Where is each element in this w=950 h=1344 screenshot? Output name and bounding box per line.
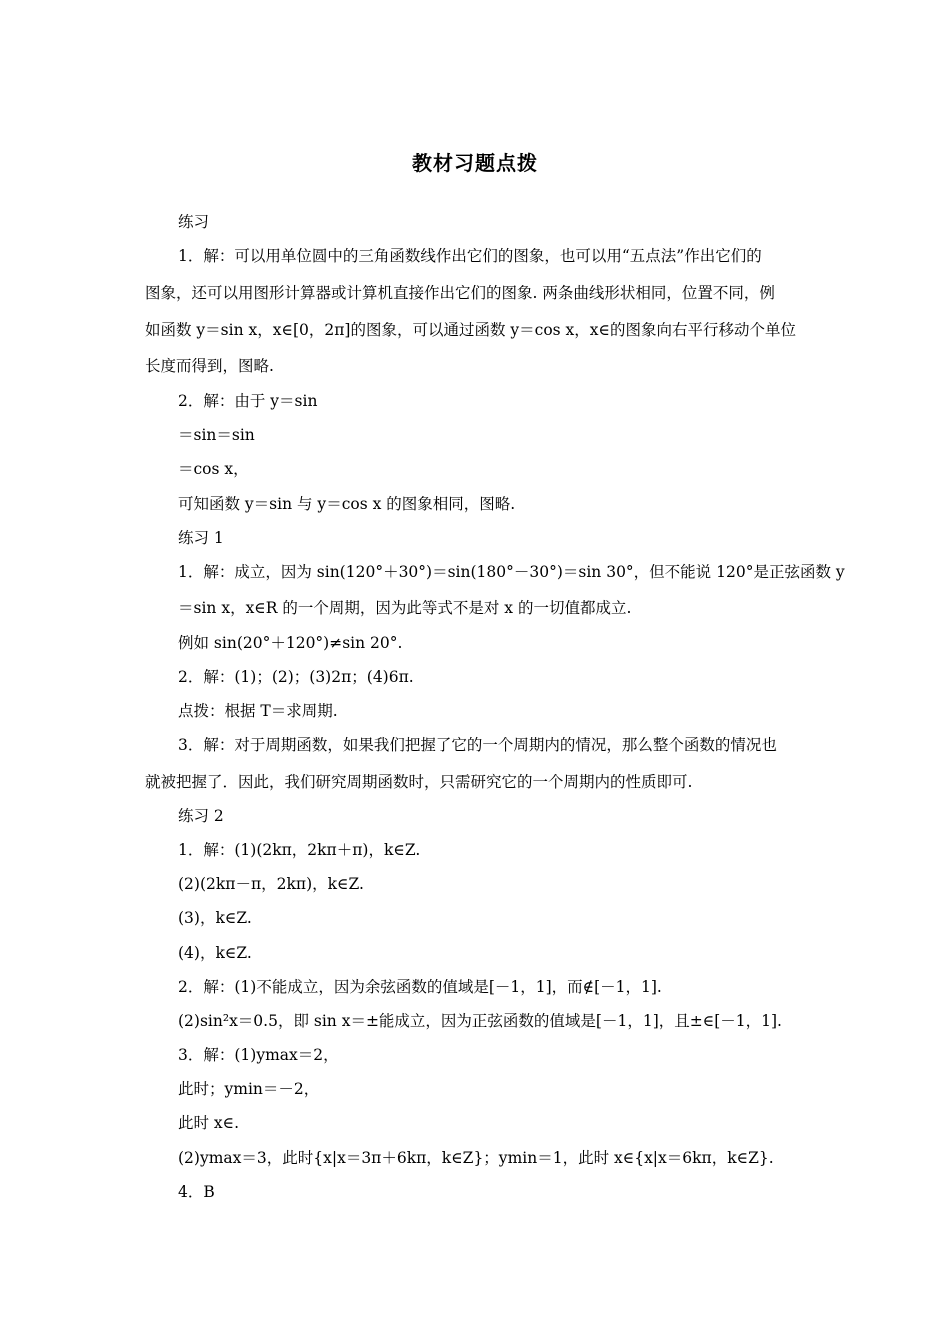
text-line: 4．B (178, 1183, 215, 1201)
page-title: 教材习题点拨 (412, 151, 538, 175)
text-line: 练习 (178, 213, 210, 231)
text-line: 2．解：(1)不能成立，因为余弦函数的值域是[－1，1]，而∉[－1，1]. (178, 978, 662, 996)
text-line: 1．解：可以用单位圆中的三角函数线作出它们的图象，也可以用“五点法”作出它们的 (178, 247, 762, 265)
text-line: 如函数 y＝sin x，x∈[0，2π]的图象，可以通过函数 y＝cos x，x∈的图象向右平行移动个单位 (145, 321, 797, 339)
text-line: ＝cos x， (178, 460, 249, 478)
text-line: 练习 2 (178, 807, 224, 825)
text-line: 练习 1 (178, 529, 224, 547)
text-line: 长度而得到，图略. (145, 357, 274, 375)
text-line: ＝sin x，x∈R 的一个周期，因为此等式不是对 x 的一切值都成立. (178, 599, 632, 617)
text-line: 2．解：由于 y＝sin (178, 392, 318, 410)
text-line: 就被把握了．因此，我们研究周期函数时，只需研究它的一个周期内的性质即可. (145, 773, 693, 791)
text-line: ＝sin＝sin (178, 426, 255, 444)
text-line: 此时 x∈. (178, 1114, 240, 1132)
text-line: 此时；ymin＝－2， (178, 1080, 320, 1098)
text-line: (2)ymax＝3，此时{x|x＝3π＋6kπ，k∈Z}；ymin＝1，此时 x∈{x|x＝6kπ，k∈Z}. (178, 1149, 774, 1167)
text-line: 1．解：(1)(2kπ，2kπ＋π)，k∈Z. (178, 841, 421, 859)
text-line: 3．解：(1)ymax＝2， (178, 1046, 339, 1064)
text-line: 点拨：根据 T＝求周期. (178, 702, 338, 720)
text-line: (2)sin²x＝0.5，即 sin x＝±能成立，因为正弦函数的值域是[－1，1]，且±∈[－1，1]. (178, 1012, 782, 1030)
text-line: 例如 sin(20°＋120°)≠sin 20°. (178, 634, 403, 652)
text-line: (3)，k∈Z. (178, 909, 252, 927)
text-line: 2．解：(1)；(2)；(3)2π；(4)6π. (178, 668, 414, 686)
text-line: (4)，k∈Z. (178, 944, 252, 962)
text-line: 可知函数 y＝sin 与 y＝cos x 的图象相同，图略. (178, 495, 516, 513)
text-line: (2)(2kπ－π，2kπ)，k∈Z. (178, 875, 364, 893)
text-line: 3．解：对于周期函数，如果我们把握了它的一个周期内的情况，那么整个函数的情况也 (178, 736, 777, 754)
text-line: 图象，还可以用图形计算器或计算机直接作出它们的图象. 两条曲线形状相同，位置不同，例 (145, 284, 775, 302)
text-line: 1．解：成立，因为 sin(120°＋30°)＝sin(180°－30°)＝sin 30°，但不能说 120°是正弦函数 y (178, 563, 845, 581)
